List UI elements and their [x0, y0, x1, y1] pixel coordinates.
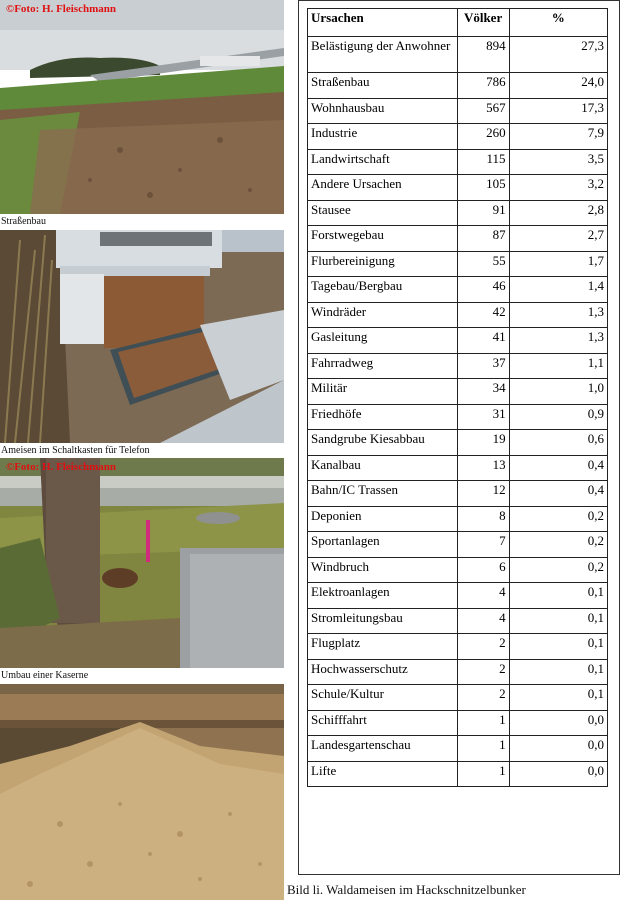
woodchip-bunker-image — [0, 684, 284, 900]
table-row — [308, 557, 608, 583]
percent-cell: 1,7 — [509, 251, 607, 277]
colonies-cell: 2 — [457, 634, 509, 660]
table-row — [308, 685, 608, 711]
colonies-cell: 2 — [457, 659, 509, 685]
cause-cell: Kanalbau — [308, 455, 458, 481]
percent-cell: 0,1 — [509, 583, 607, 609]
colonies-cell: 87 — [457, 226, 509, 252]
colonies-cell: 12 — [457, 481, 509, 507]
photo-credit: ©Foto: H. Fleischmann — [6, 461, 116, 473]
colonies-cell: 34 — [457, 379, 509, 405]
cause-cell: Straßenbau — [308, 73, 458, 99]
table-row — [308, 430, 608, 456]
cause-cell: Friedhöfe — [308, 404, 458, 430]
photo-caption-barracks: Umbau einer Kaserne — [1, 670, 89, 681]
colonies-cell: 1 — [457, 710, 509, 736]
percent-cell: 0,6 — [509, 430, 607, 456]
percent-cell: 24,0 — [509, 73, 607, 99]
percent-cell: 0,2 — [509, 506, 607, 532]
cause-cell: Gasleitung — [308, 328, 458, 354]
cause-cell: Flugplatz — [308, 634, 458, 660]
cause-cell: Lifte — [308, 761, 458, 787]
table-row — [308, 455, 608, 481]
colonies-cell: 46 — [457, 277, 509, 303]
cause-cell: Andere Ursachen — [308, 175, 458, 201]
colonies-cell: 4 — [457, 608, 509, 634]
percent-cell: 0,0 — [509, 736, 607, 762]
colonies-cell: 4 — [457, 583, 509, 609]
percent-cell: 0,1 — [509, 685, 607, 711]
colonies-cell: 41 — [457, 328, 509, 354]
cause-cell: Fahrradweg — [308, 353, 458, 379]
colonies-cell: 567 — [457, 98, 509, 124]
table-row — [308, 481, 608, 507]
colonies-cell: 115 — [457, 149, 509, 175]
colonies-cell: 31 — [457, 404, 509, 430]
barracks-image — [0, 458, 284, 668]
percent-cell: 1,4 — [509, 277, 607, 303]
colonies-cell: 1 — [457, 761, 509, 787]
cause-cell: Landesgartenschau — [308, 736, 458, 762]
cause-cell: Windräder — [308, 302, 458, 328]
causes-table — [307, 8, 608, 787]
colonies-cell: 37 — [457, 353, 509, 379]
cause-cell: Hochwasserschutz — [308, 659, 458, 685]
percent-cell: 0,4 — [509, 455, 607, 481]
table-row — [308, 73, 608, 99]
percent-cell: 27,3 — [509, 37, 607, 73]
table-row — [308, 583, 608, 609]
table-row — [308, 379, 608, 405]
percent-cell: 3,5 — [509, 149, 607, 175]
table-header-row — [308, 9, 608, 37]
bottom-caption: Bild li. Waldameisen im Hackschnitzelbunker — [287, 882, 526, 897]
photo-caption-road: Straßenbau — [1, 216, 46, 227]
percent-cell: 0,4 — [509, 481, 607, 507]
colonies-cell: 91 — [457, 200, 509, 226]
table-row — [308, 404, 608, 430]
photo-woodchip-bunker — [0, 684, 284, 900]
header-colonies: Völker — [457, 9, 509, 37]
percent-cell: 1,3 — [509, 302, 607, 328]
photo-switch-box — [0, 230, 284, 443]
table-row — [308, 710, 608, 736]
cause-cell: Industrie — [308, 124, 458, 150]
cause-cell: Deponien — [308, 506, 458, 532]
cause-cell: Stausee — [308, 200, 458, 226]
percent-cell: 0,0 — [509, 710, 607, 736]
table-row — [308, 149, 608, 175]
cause-cell: Schifffahrt — [308, 710, 458, 736]
photo-caption-switch-box: Ameisen im Schaltkasten für Telefon — [1, 445, 150, 456]
colonies-cell: 260 — [457, 124, 509, 150]
table-row — [308, 736, 608, 762]
percent-cell: 2,8 — [509, 200, 607, 226]
percent-cell: 1,3 — [509, 328, 607, 354]
cause-cell: Wohnhausbau — [308, 98, 458, 124]
percent-cell: 0,1 — [509, 659, 607, 685]
percent-cell: 0,2 — [509, 532, 607, 558]
percent-cell: 17,3 — [509, 98, 607, 124]
cause-cell: Flurbereinigung — [308, 251, 458, 277]
cause-cell: Landwirtschaft — [308, 149, 458, 175]
colonies-cell: 1 — [457, 736, 509, 762]
percent-cell: 0,1 — [509, 634, 607, 660]
cause-cell: Sportanlagen — [308, 532, 458, 558]
percent-cell: 0,2 — [509, 557, 607, 583]
colonies-cell: 55 — [457, 251, 509, 277]
percent-cell: 1,1 — [509, 353, 607, 379]
road-construction-image — [0, 0, 284, 214]
table-row — [308, 98, 608, 124]
percent-cell: 1,0 — [509, 379, 607, 405]
colonies-cell: 7 — [457, 532, 509, 558]
header-percent: % — [509, 9, 607, 37]
table-row — [308, 328, 608, 354]
table-row — [308, 353, 608, 379]
switch-box-image — [0, 230, 284, 443]
colonies-cell: 8 — [457, 506, 509, 532]
colonies-cell: 105 — [457, 175, 509, 201]
cause-cell: Stromleitungsbau — [308, 608, 458, 634]
header-causes: Ursachen — [308, 9, 458, 37]
table-row — [308, 761, 608, 787]
table-row — [308, 124, 608, 150]
table-row — [308, 608, 608, 634]
table-body — [308, 37, 608, 787]
colonies-cell: 19 — [457, 430, 509, 456]
table-row — [308, 277, 608, 303]
percent-cell: 0,0 — [509, 761, 607, 787]
cause-cell: Schule/Kultur — [308, 685, 458, 711]
table-row — [308, 302, 608, 328]
colonies-cell: 13 — [457, 455, 509, 481]
photo-credit: ©Foto: H. Fleischmann — [6, 3, 116, 15]
table-row — [308, 37, 608, 73]
cause-cell: Elektroanlagen — [308, 583, 458, 609]
table-row — [308, 634, 608, 660]
causes-table-frame — [298, 0, 620, 875]
table-row — [308, 506, 608, 532]
percent-cell: 3,2 — [509, 175, 607, 201]
table-row — [308, 200, 608, 226]
cause-cell: Forstwegebau — [308, 226, 458, 252]
percent-cell: 0,1 — [509, 608, 607, 634]
percent-cell: 7,9 — [509, 124, 607, 150]
table-row — [308, 659, 608, 685]
cause-cell: Belästigung der Anwohner — [308, 37, 458, 73]
photo-barracks — [0, 458, 284, 668]
cause-cell: Militär — [308, 379, 458, 405]
colonies-cell: 2 — [457, 685, 509, 711]
table-row — [308, 226, 608, 252]
cause-cell: Sandgrube Kiesabbau — [308, 430, 458, 456]
colonies-cell: 42 — [457, 302, 509, 328]
table-row — [308, 251, 608, 277]
percent-cell: 2,7 — [509, 226, 607, 252]
photo-road-construction — [0, 0, 284, 214]
colonies-cell: 6 — [457, 557, 509, 583]
cause-cell: Windbruch — [308, 557, 458, 583]
table-row — [308, 532, 608, 558]
colonies-cell: 894 — [457, 37, 509, 73]
percent-cell: 0,9 — [509, 404, 607, 430]
cause-cell: Tagebau/Bergbau — [308, 277, 458, 303]
table-row — [308, 175, 608, 201]
colonies-cell: 786 — [457, 73, 509, 99]
cause-cell: Bahn/IC Trassen — [308, 481, 458, 507]
